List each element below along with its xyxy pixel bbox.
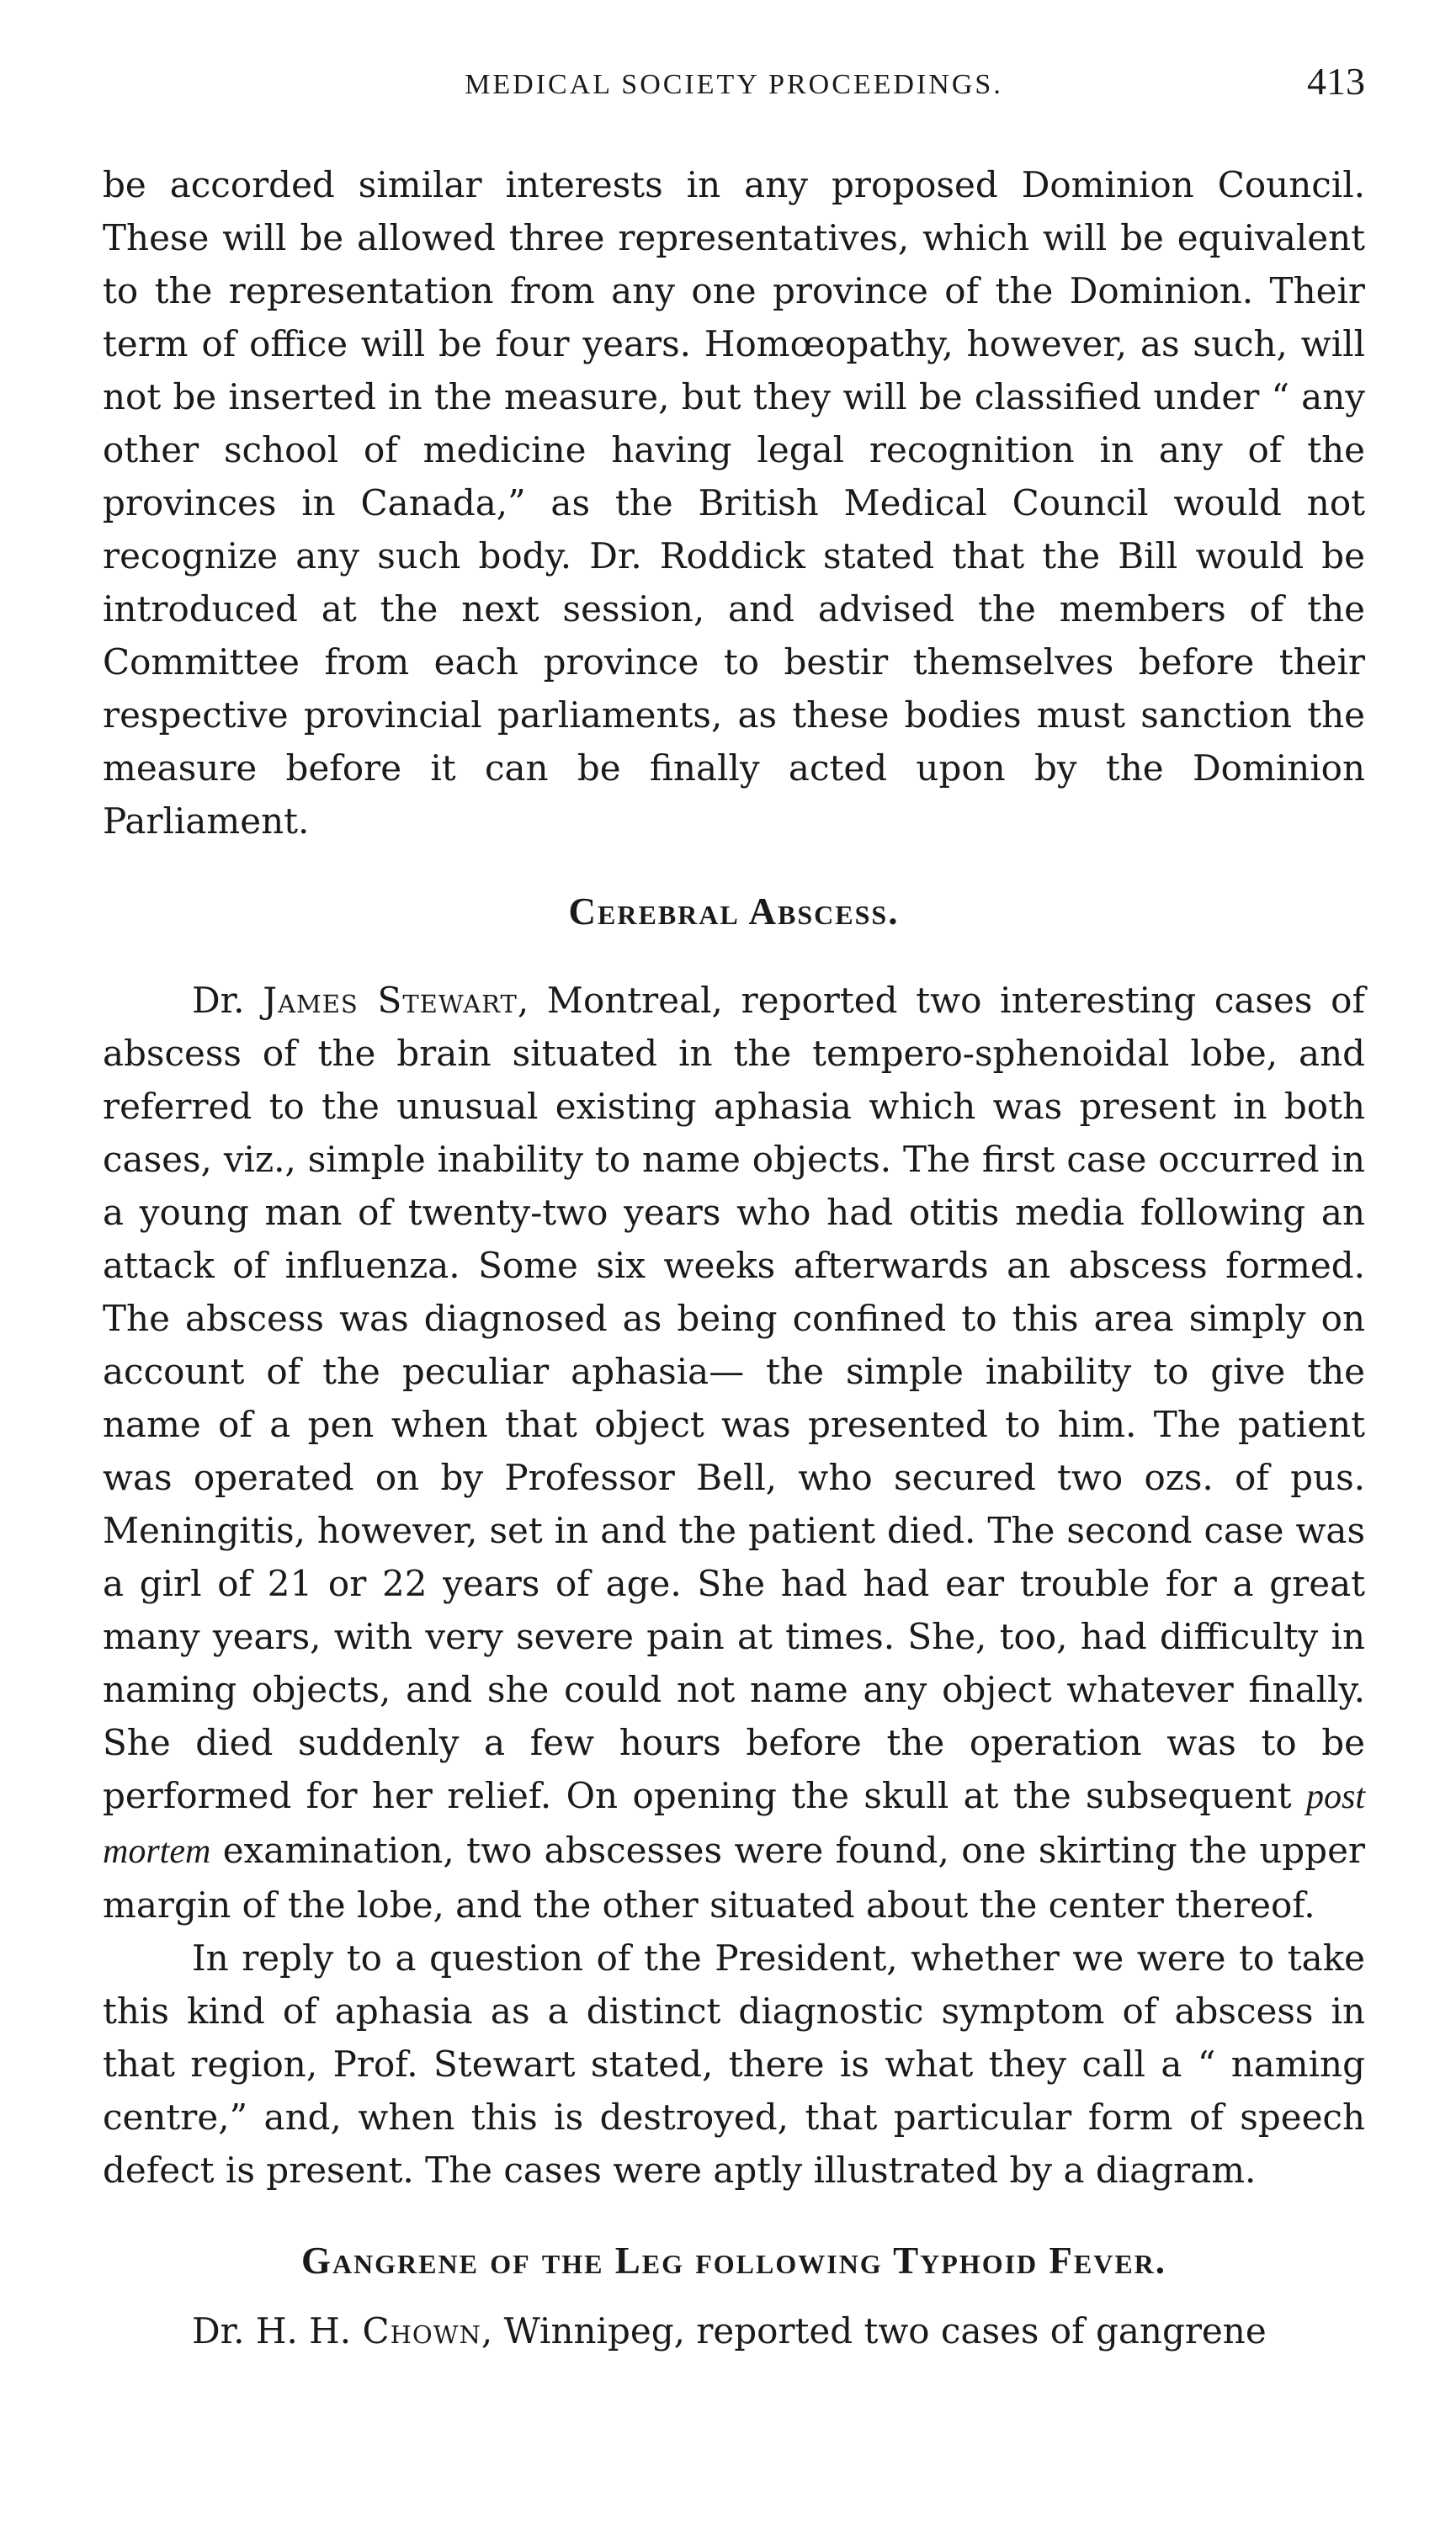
section-heading-gangrene: Gangrene of the Leg following Typhoid Fever.	[300, 2240, 1167, 2282]
report-text: , Winnipeg, reported two cases of gangrene	[481, 2310, 1267, 2352]
body-text	[103, 158, 1365, 2357]
report-lead: Dr. H. H.	[192, 2310, 363, 2352]
running-head-title: MEDICAL SOCIETY PROCEEDINGS.	[465, 69, 1003, 100]
paragraph-president-question: In reply to a question of the President, whether we were to take this kind of aphasia as a distinct diagnostic symptom of abscess in that region, Prof. Stewart stated, there is what they call a “ naming centre,” and, when this is destroyed, that particular form of speech defect is present. The cases were aptly illustrated by a diagram.	[103, 1937, 1365, 2191]
paragraph-stewart-report	[103, 974, 1365, 1932]
page-number: 413	[1307, 60, 1365, 103]
author-name: James Stewart	[263, 980, 518, 1021]
paragraph-chown-report	[103, 2304, 1365, 2357]
paragraph-continued: be accorded similar interests in any proposed Dominion Council. These will be allowed three representatives, which will be equivalent to the representation from any one province of the Dominion. Their term of office will be four years. Homœopathy, however, as such, will not be inserted in the measure, but they will be classified under “ any other school of medicine having legal recognition in any of the provinces in Canada,” as the British Medical Council would not recognize any such body. Dr. Roddick stated that the Bill would be introduced at the next session, and advised the members of the Committee from each province to bestir themselves before their respective provincial parliaments, as these bodies must sanction the measure before it can be finally acted upon by the Dominion Parliament.	[103, 164, 1365, 842]
author-name: Chown	[362, 2310, 481, 2352]
report-text: , Montreal, reported two interesting cases of abscess of the brain situated in the tempero-sphenoidal lobe, and referred to the unusual existing aphasia which was present in both cases, viz., simple inability to name objects. The first case occurred in a young man of twenty-two years who had otitis media following an attack of influenza. Some six weeks afterwards an abscess formed. The abscess was diagnosed as being confined to this area simply on account of the peculiar aphasia— the simple inability to give the name of a pen when that object was presented to him. The patient was operated on by Professor Bell, who secured two ozs. of pus. Meningitis, however, set in and the patient died. The second case was a girl of 21 or 22 years of age. She had had ear trouble for a great many years, with very severe pain at times. She, too, had difficulty in naming objects, and she could not name any object whatever finally. She died suddenly a few hours before the operation was to be performed for her relief. On opening the skull at the subsequent	[103, 980, 1365, 1816]
report-lead: Dr.	[192, 980, 263, 1021]
report-text-end: examination, two abscesses were found, one skirting the upper margin of the lobe, and the other situated about the center thereof.	[103, 1830, 1365, 1926]
italic-term: post mortem	[103, 1778, 1365, 1871]
page	[103, 59, 1365, 2357]
running-head	[103, 59, 1365, 111]
section-heading-cerebral-abscess: Cerebral Abscess.	[568, 890, 900, 933]
